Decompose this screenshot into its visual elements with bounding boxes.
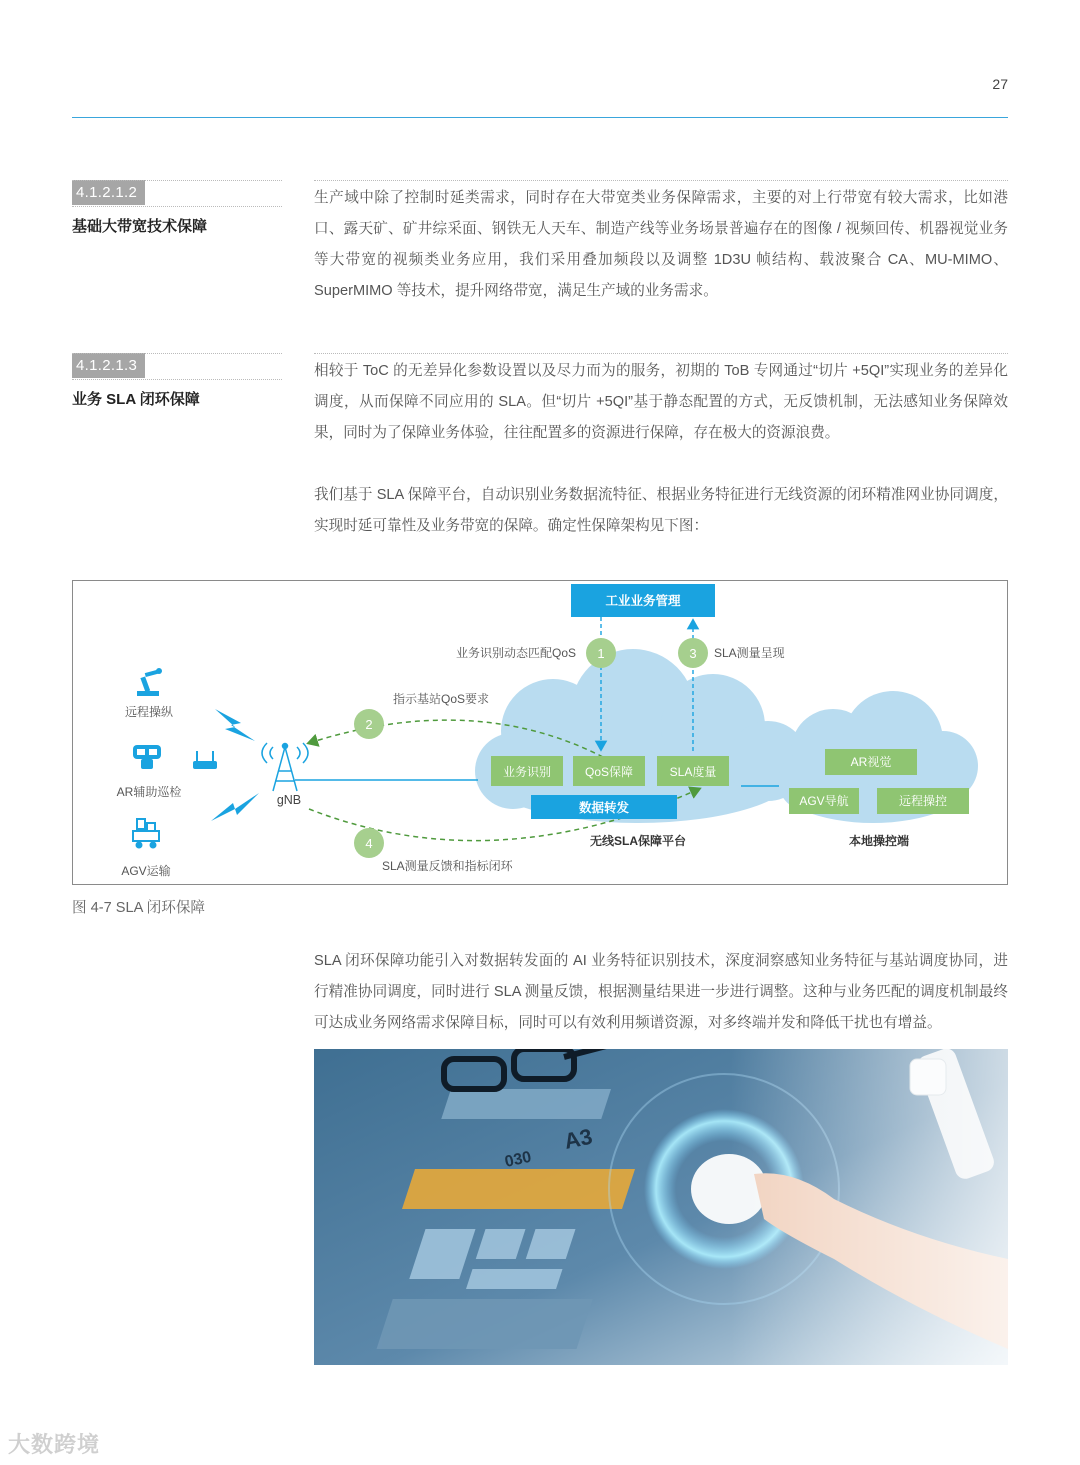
step-number: 2 — [365, 717, 373, 732]
terminal-label: AR辅助巡检 — [116, 785, 182, 799]
paragraph: SLA 闭环保障功能引入对数据转发面的 AI 业务特征识别技术，深度洞察感知业务特征与基站调度协同，进行精准协同调度，同时进行 SLA 测量反馈，根据测量结果进一步进行调整。这种与业务匹配的调度机制最终可达成业务网络需求保障目标，同时可以有效利用频谱资源，对多终端并发和降低干扰也有增益。 — [314, 953, 1008, 1031]
module-label: AGV导航 — [799, 794, 849, 808]
step-number: 3 — [689, 646, 697, 661]
local-name: 本地操控端 — [848, 834, 910, 848]
header-rule — [72, 117, 1008, 118]
sla-diagram — [73, 581, 1007, 884]
section-heading — [72, 353, 282, 409]
platform-name: 无线SLA保障平台 — [589, 834, 687, 848]
section-heading — [72, 180, 282, 236]
figure-caption: 图 4-7 SLA 闭环保障 — [72, 900, 206, 916]
step-label: 业务识别动态匹配QoS — [455, 646, 576, 660]
closing-section — [314, 946, 1008, 1039]
gnb-tower-icon — [262, 743, 308, 791]
hero-photo — [314, 1049, 1008, 1365]
module-label: 远程操控 — [898, 794, 948, 808]
step-label: 指示基站QoS要求 — [393, 692, 490, 706]
router-icon — [193, 751, 217, 769]
module-label: 业务识别 — [502, 765, 552, 779]
page-number: 27 — [992, 76, 1008, 92]
paragraph: 生产域中除了控制时延类需求，同时存在大带宽类业务保障需求，主要的对上行带宽有较大需求，比如港口、露天矿、矿井综采面、钢铁无人天车、制造产线等业务场景普遍存在的图像 / 视频回传、机器视觉业务等大带宽的视频类业务应用，我们采用叠加频段以及调整 1D3U 帧结构、载波聚合 CA、MU-MIMO、SuperMIMO 等技术，提升网络带宽，满足生产域的业务需求。 — [314, 190, 1008, 299]
paragraph: 相较于 ToC 的无差异化参数设置以及尽力而为的服务，初期的 ToB 专网通过“切片 +5QI”实现业务的差异化调度，从而保障不同应用的 SLA。但“切片 +5QI”基于静态配置的方式，无反馈机制，无法感知业务保障效果，同时为了保障业务体验，往往配置多的资源进行保障，存在极大的资源浪费。 — [314, 363, 1008, 441]
sla-architecture-figure — [72, 580, 1008, 885]
gnb-label: gNB — [276, 793, 302, 807]
lightning-icon — [211, 793, 259, 821]
step-label: SLA测量呈现 — [714, 646, 785, 660]
agv-cart-icon — [133, 819, 159, 848]
robot-arm-icon — [137, 668, 162, 696]
section-title: 业务 SLA 闭环保障 — [72, 391, 200, 408]
terminal-label: 远程操纵 — [124, 705, 174, 719]
section-body — [314, 180, 1008, 307]
paragraph: 我们基于 SLA 保障平台，自动识别业务数据流特征、根据业务特征进行无线资源的闭环精准网业协同调度，实现时延可靠性及业务带宽的保障。确定性保障架构见下图： — [314, 487, 1008, 534]
watermark: 大数跨境 — [8, 1432, 101, 1457]
section-body — [314, 353, 1008, 542]
section-4-1-2-1-2 — [72, 180, 1008, 310]
section-number: 4.1.2.1.2 — [72, 180, 145, 205]
photo-illustration — [314, 1049, 1008, 1365]
section-number: 4.1.2.1.3 — [72, 353, 145, 378]
industrial-management-label: 工业业务管理 — [605, 594, 681, 608]
section-4-1-2-1-3 — [72, 353, 1008, 543]
data-forwarding-label: 数据转发 — [578, 801, 630, 815]
step-label: SLA测量反馈和指标闭环 — [382, 859, 513, 873]
lightning-icon — [215, 709, 255, 741]
step-number: 1 — [597, 646, 605, 661]
module-label: SLA度量 — [669, 765, 717, 779]
section-title: 基础大带宽技术保障 — [72, 218, 208, 235]
module-label: AR视觉 — [850, 755, 892, 769]
vr-headset-icon — [133, 745, 161, 769]
step-number: 4 — [365, 836, 373, 851]
module-label: QoS保障 — [584, 765, 634, 779]
terminal-label: AGV运输 — [121, 864, 171, 878]
